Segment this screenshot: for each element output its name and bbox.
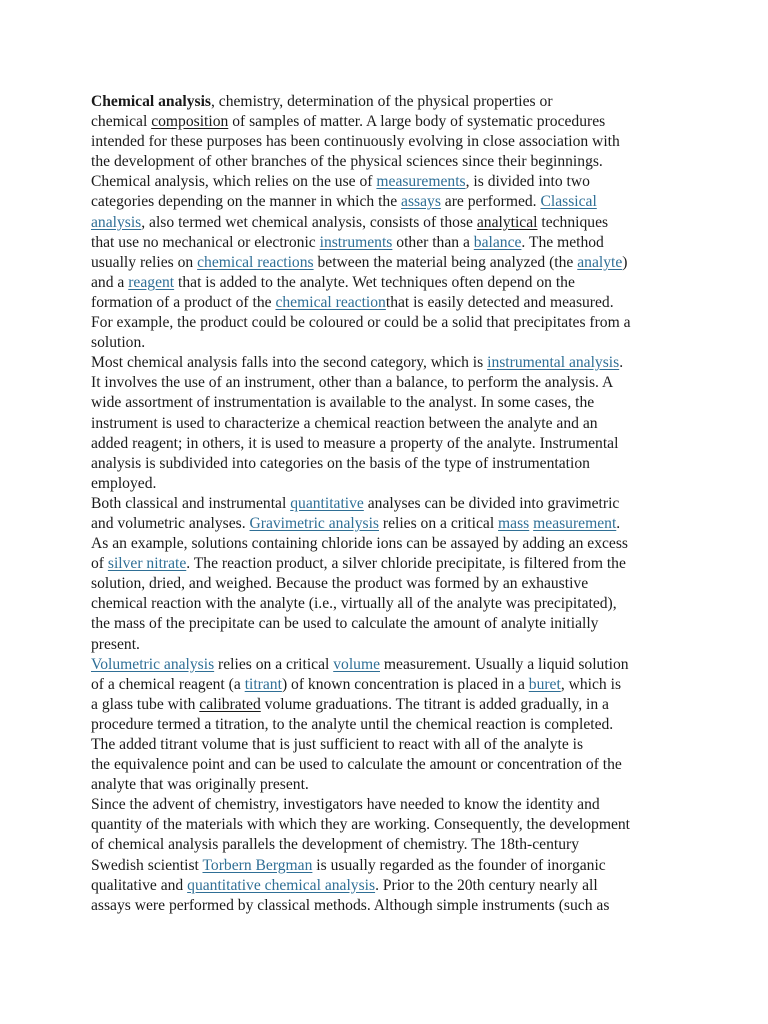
text-line bbox=[91, 92, 683, 112]
paragraph bbox=[91, 795, 683, 916]
text-run: , is divided into two bbox=[465, 173, 590, 191]
text-line bbox=[91, 313, 683, 333]
text-line bbox=[91, 132, 683, 152]
text-line bbox=[91, 434, 683, 454]
text-run: ) bbox=[622, 253, 628, 271]
text-line bbox=[91, 594, 683, 614]
text-run: that is easily detected and measured. bbox=[385, 293, 614, 311]
text-run: Both classical and instrumental bbox=[91, 494, 291, 512]
text-line bbox=[91, 233, 683, 253]
text-run: usually relies on bbox=[91, 253, 198, 271]
hyperlink[interactable]: analysis bbox=[91, 213, 142, 231]
underlined-term: composition bbox=[151, 113, 229, 131]
text-line bbox=[91, 775, 683, 795]
text-run: is usually regarded as the founder of inorganic bbox=[312, 856, 606, 874]
text-run: that is added to the analyte. Wet techniques often depend on the bbox=[174, 273, 575, 291]
text-run: chemical reaction with the analyte (i.e., virtually all of the analyte was precipitated), bbox=[91, 595, 617, 613]
text-run: The added titrant volume that is just sufficient to react with all of the analyte is bbox=[91, 736, 584, 753]
hyperlink[interactable]: titrant bbox=[244, 675, 282, 693]
hyperlink[interactable]: instruments bbox=[319, 233, 393, 251]
text-line bbox=[91, 293, 683, 313]
text-run: As an example, solutions containing chloride ions can be assayed by adding an excess bbox=[91, 535, 628, 553]
text-line bbox=[91, 795, 683, 815]
text-line bbox=[91, 675, 683, 695]
text-line bbox=[91, 574, 683, 594]
underlined-term: analytical bbox=[476, 213, 538, 231]
text-run: and a bbox=[91, 273, 129, 291]
text-run: the equivalence point and can be used to calculate the amount or concentration of the bbox=[91, 756, 622, 774]
text-run: , chemistry, determination of the physical properties or bbox=[211, 93, 553, 110]
hyperlink[interactable]: mass bbox=[498, 514, 530, 532]
text-run: . The reaction product, a silver chloride precipitate, is filtered from the bbox=[186, 555, 626, 573]
text-run: . bbox=[616, 514, 621, 532]
text-run: that use no mechanical or electronic bbox=[91, 233, 320, 251]
hyperlink[interactable]: assays bbox=[401, 193, 441, 211]
text-line bbox=[91, 695, 683, 715]
hyperlink[interactable]: reagent bbox=[128, 273, 175, 291]
hyperlink[interactable]: chemical reactions bbox=[197, 253, 314, 271]
text-run: between the material being analyzed (the bbox=[313, 253, 578, 271]
paragraph bbox=[91, 92, 683, 353]
text-run: qualitative and bbox=[91, 876, 188, 894]
text-run: the mass of the precipitate can be used to calculate the amount of analyte initially bbox=[91, 615, 599, 633]
text-run: , which is bbox=[560, 675, 622, 693]
text-line bbox=[91, 534, 683, 554]
text-run: instrument is used to characterize a chemical reaction between the analyte and an bbox=[91, 414, 598, 432]
text-line bbox=[91, 715, 683, 735]
hyperlink[interactable]: measurement bbox=[533, 514, 617, 532]
text-run: . bbox=[619, 354, 624, 372]
text-line bbox=[91, 353, 683, 373]
text-run: solution, dried, and weighed. Because the product was formed by an exhaustive bbox=[91, 575, 589, 593]
text-run: a glass tube with bbox=[91, 695, 200, 713]
text-line bbox=[91, 876, 683, 896]
text-line bbox=[91, 856, 683, 876]
text-run: techniques bbox=[537, 213, 609, 231]
text-line bbox=[91, 514, 683, 534]
text-run: and volumetric analyses. bbox=[91, 514, 250, 532]
hyperlink[interactable]: Classical bbox=[540, 193, 597, 211]
text-line bbox=[91, 192, 683, 212]
text-run: . The method bbox=[521, 233, 604, 251]
text-run: Most chemical analysis falls into the second category, which is bbox=[91, 354, 488, 372]
text-run: Since the advent of chemistry, investigators have needed to know the identity and bbox=[91, 796, 600, 814]
text-run: ) of known concentration is placed in a bbox=[281, 675, 529, 693]
hyperlink[interactable]: Gravimetric analysis bbox=[249, 514, 379, 532]
text-run: chemical bbox=[91, 113, 152, 131]
text-line bbox=[91, 655, 683, 675]
text-line bbox=[91, 815, 683, 835]
paragraph bbox=[91, 655, 683, 796]
text-run: For example, the product could be coloured or could be a solid that precipitates from a bbox=[91, 314, 631, 332]
text-run: solution. bbox=[91, 334, 146, 352]
hyperlink[interactable]: instrumental analysis bbox=[487, 354, 620, 372]
text-run: of samples of matter. A large body of systematic procedures bbox=[228, 113, 606, 131]
hyperlink[interactable]: chemical reaction bbox=[275, 293, 386, 311]
text-run: Chemical analysis, which relies on the use of bbox=[91, 173, 377, 191]
text-run: analyte that was originally present. bbox=[91, 776, 309, 794]
text-run: employed. bbox=[91, 474, 157, 492]
text-run: of bbox=[91, 555, 108, 573]
text-line bbox=[91, 554, 683, 574]
text-line bbox=[91, 172, 683, 192]
hyperlink[interactable]: Volumetric analysis bbox=[91, 655, 215, 673]
text-run: of chemical analysis parallels the development of chemistry. The 18th-century bbox=[91, 836, 580, 854]
text-run: analysis is subdivided into categories on the basis of the type of instrumentation bbox=[91, 454, 590, 472]
text-run: analyses can be divided into gravimetric bbox=[363, 494, 620, 512]
text-line bbox=[91, 494, 683, 514]
paragraph bbox=[91, 494, 683, 655]
text-line bbox=[91, 393, 683, 413]
text-line bbox=[91, 213, 683, 233]
text-run: present. bbox=[91, 635, 140, 653]
text-line bbox=[91, 112, 683, 132]
text-run: Swedish scientist bbox=[91, 856, 203, 874]
text-run: , also termed wet chemical analysis, consists of those bbox=[141, 213, 477, 231]
text-line bbox=[91, 333, 683, 353]
text-run: intended for these purposes has been continuously evolving in close association with bbox=[91, 133, 620, 151]
hyperlink[interactable]: buret bbox=[528, 675, 561, 693]
hyperlink[interactable]: quantitative chemical analysis bbox=[187, 876, 376, 894]
text-line bbox=[91, 835, 683, 855]
hyperlink[interactable]: volume bbox=[333, 655, 380, 673]
text-line bbox=[91, 755, 683, 775]
paragraph bbox=[91, 353, 683, 494]
text-line bbox=[91, 414, 683, 434]
text-line bbox=[91, 253, 683, 273]
text-line bbox=[91, 735, 683, 755]
text-line bbox=[91, 635, 683, 655]
text-run: of a chemical reagent (a bbox=[91, 675, 245, 693]
text-line bbox=[91, 273, 683, 293]
text-line bbox=[91, 373, 683, 393]
text-run: relies on a critical bbox=[378, 514, 499, 532]
text-line bbox=[91, 896, 683, 916]
underlined-term: calibrated bbox=[199, 695, 261, 713]
hyperlink[interactable]: silver nitrate bbox=[107, 555, 187, 573]
text-run: procedure termed a titration, to the analyte until the chemical reaction is completed. bbox=[91, 715, 614, 733]
hyperlink[interactable]: balance bbox=[473, 233, 522, 251]
hyperlink[interactable]: analyte bbox=[577, 253, 623, 271]
text-run: quantity of the materials with which they are working. Consequently, the development bbox=[91, 816, 631, 834]
text-run: It involves the use of an instrument, other than a balance, to perform the analysis. A bbox=[91, 374, 614, 392]
text-run: measurement. Usually a liquid solution bbox=[380, 655, 629, 673]
hyperlink[interactable]: measurements bbox=[376, 173, 466, 191]
text-line bbox=[91, 152, 683, 172]
text-run: other than a bbox=[392, 233, 474, 251]
text-run: assays were performed by classical methods. Although simple instruments (such as bbox=[91, 896, 610, 914]
text-line bbox=[91, 614, 683, 634]
text-run: are performed. bbox=[440, 193, 541, 211]
text-run: volume graduations. The titrant is added gradually, in a bbox=[260, 695, 609, 713]
hyperlink[interactable]: Torbern Bergman bbox=[202, 856, 313, 874]
text-run: formation of a product of the bbox=[91, 293, 276, 311]
text-run: . Prior to the 20th century nearly all bbox=[375, 876, 598, 894]
text-run: categories depending on the manner in which the bbox=[91, 193, 402, 211]
text-run: relies on a critical bbox=[214, 655, 334, 673]
text-run: the development of other branches of the physical sciences since their beginnings. bbox=[91, 153, 603, 171]
text-run: added reagent; in others, it is used to measure a property of the analyte. Instrumental bbox=[91, 434, 619, 452]
text-line bbox=[91, 474, 683, 494]
bold-term: Chemical analysis bbox=[91, 93, 211, 110]
document-page bbox=[91, 92, 683, 916]
text-line bbox=[91, 454, 683, 474]
hyperlink[interactable]: quantitative bbox=[290, 494, 364, 512]
text-run: wide assortment of instrumentation is available to the analyst. In some cases, the bbox=[91, 394, 595, 412]
